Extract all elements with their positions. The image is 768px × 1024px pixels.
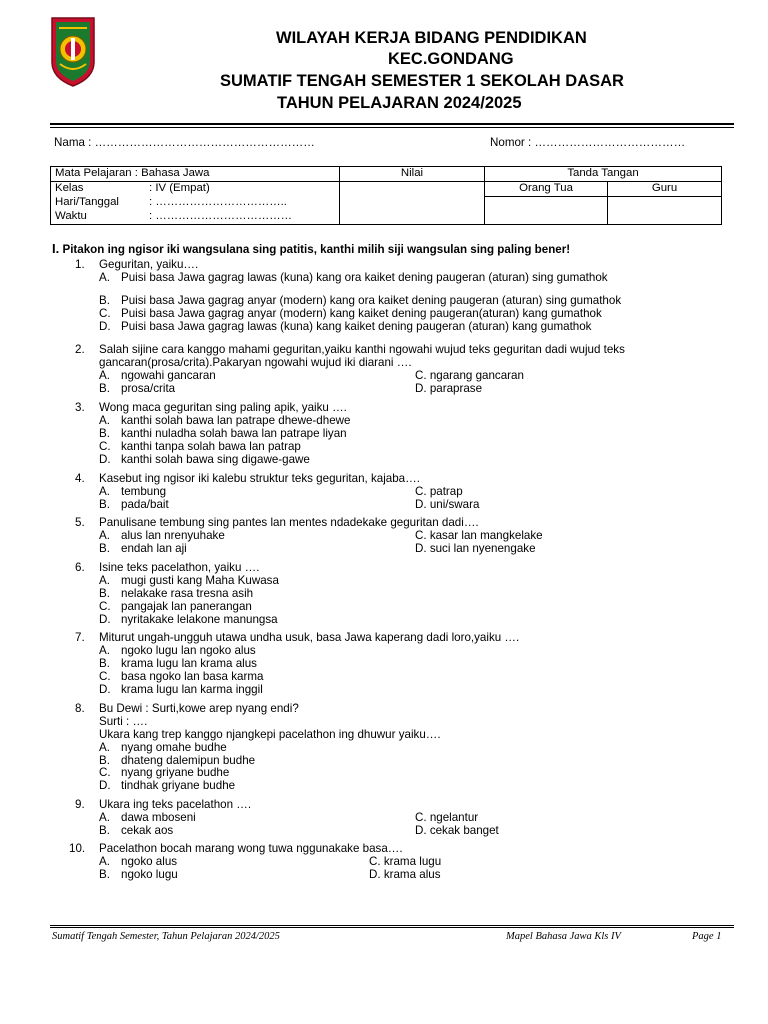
regency-emblem-logo bbox=[50, 16, 96, 88]
question-line bbox=[75, 703, 735, 716]
header-line-1: WILAYAH KERJA BIDANG PENDIDIKAN bbox=[276, 29, 587, 47]
option-letter: A. bbox=[99, 854, 110, 868]
header-line-3: SUMATIF TENGAH SEMESTER 1 SEKOLAH DASAR bbox=[220, 72, 624, 90]
question-line bbox=[75, 716, 735, 729]
question-text: Wong maca geguritan sing paling apik, yaiku …. bbox=[99, 401, 347, 414]
question-3 bbox=[75, 402, 735, 466]
question-text: Ukara kang trep kanggo njangkepi pacelathon ing dhuwur yaiku…. bbox=[99, 727, 441, 741]
question-number: 1. bbox=[75, 258, 85, 271]
option-row bbox=[75, 415, 735, 428]
question-9 bbox=[75, 799, 735, 838]
orang-tua-header: Orang Tua bbox=[485, 182, 608, 197]
option-letter: A. bbox=[99, 270, 110, 284]
option-text: Puisi basa Jawa gagrag anyar (modern) kang kaiket dening paugeran(aturan) kang gumathok bbox=[121, 306, 602, 320]
question-text: Bu Dewi : Surti,kowe arep nyang endi? bbox=[99, 702, 299, 715]
option-text-right: D. paraprase bbox=[415, 381, 483, 395]
option-row bbox=[75, 428, 735, 441]
option-row bbox=[75, 780, 735, 793]
option-text: nelakake rasa tresna asih bbox=[121, 586, 254, 600]
option-row bbox=[75, 742, 735, 755]
option-row bbox=[75, 321, 735, 334]
option-text-right: C. ngelantur bbox=[415, 810, 479, 824]
question-number: 7. bbox=[75, 631, 85, 644]
question-5 bbox=[75, 517, 735, 556]
option-text-right: D. uni/swara bbox=[415, 497, 480, 511]
option-row bbox=[75, 588, 735, 601]
option-text-right: C. kasar lan mangkelake bbox=[415, 528, 543, 542]
option-text: ngoko lugu bbox=[121, 867, 178, 881]
header-rule-thick bbox=[50, 123, 734, 125]
option-letter: A. bbox=[99, 528, 110, 542]
mapel-cell: Mata Pelajaran : Bahasa Jawa bbox=[51, 167, 340, 182]
question-10 bbox=[69, 842, 735, 882]
waktu-value: : ……………………………… bbox=[149, 210, 293, 222]
question-text: Pacelathon bocah marang wong tuwa nggunakake basa…. bbox=[99, 842, 403, 855]
option-row bbox=[75, 856, 735, 869]
option-row bbox=[75, 614, 735, 627]
question-line bbox=[75, 562, 735, 575]
option-row bbox=[75, 645, 735, 658]
header-line-4: TAHUN PELAJARAN 2024/2025 bbox=[277, 94, 522, 112]
class-info-cell bbox=[51, 182, 340, 225]
option-text-right: D. krama alus bbox=[369, 867, 441, 881]
footer-left: Sumatif Tengah Semester, Tahun Pelajaran 2024/2025 bbox=[52, 931, 280, 942]
question-line bbox=[75, 517, 735, 530]
option-text: Puisi basa Jawa gagrag lawas (kuna) kang kaiket dening paugeran (aturan) kang gumathok bbox=[121, 319, 592, 333]
option-text: pada/bait bbox=[121, 497, 169, 511]
option-letter: B. bbox=[99, 753, 110, 767]
option-letter: B. bbox=[99, 541, 110, 555]
option-letter: A. bbox=[99, 413, 110, 427]
option-row bbox=[75, 530, 735, 543]
option-row bbox=[75, 869, 735, 882]
option-letter: B. bbox=[99, 823, 110, 837]
option-letter: D. bbox=[99, 612, 111, 626]
option-text: prosa/crita bbox=[121, 381, 176, 395]
option-letter: B. bbox=[99, 656, 110, 670]
option-row bbox=[75, 671, 735, 684]
option-text: endah lan aji bbox=[121, 541, 187, 555]
question-line bbox=[75, 632, 735, 645]
option-row bbox=[75, 658, 735, 671]
question-line bbox=[75, 799, 735, 812]
option-text: tindhak griyane budhe bbox=[121, 779, 236, 793]
question-number: 8. bbox=[75, 702, 85, 715]
question-number: 3. bbox=[75, 401, 85, 414]
option-letter: C. bbox=[99, 599, 111, 613]
option-text: kanthi solah bawa lan patrape dhewe-dhewe bbox=[121, 413, 351, 427]
question-text: Ukara ing teks pacelathon …. bbox=[99, 798, 252, 811]
option-row bbox=[75, 575, 735, 588]
question-line bbox=[75, 729, 735, 742]
option-row bbox=[75, 499, 735, 512]
question-line bbox=[75, 344, 735, 357]
option-text: kanthi nuladha solah bawa lan patrape liyan bbox=[121, 426, 347, 440]
question-text: Geguritan, yaiku…. bbox=[99, 258, 199, 271]
option-letter: C. bbox=[99, 439, 111, 453]
option-text-right: D. cekak banget bbox=[415, 823, 499, 837]
question-text: gancaran(prosa/crita).Pakaryan ngowahi wujud iki diarani …. bbox=[99, 355, 412, 369]
option-text-right: C. patrap bbox=[415, 484, 463, 498]
kelas-label: Kelas bbox=[55, 182, 84, 194]
section-text: Pitakon ing ngisor iki wangsulana sing patitis, kanthi milih siji wangsulan sing paling bener! bbox=[62, 243, 571, 256]
option-row bbox=[75, 441, 735, 454]
header-line-2: KEC.GONDANG bbox=[388, 50, 514, 68]
option-text: ngowahi gancaran bbox=[121, 368, 216, 382]
option-letter: A. bbox=[99, 484, 110, 498]
section-instruction bbox=[52, 242, 570, 256]
option-text: pangajak lan panerangan bbox=[121, 599, 252, 613]
hari-value: : …………………………….. bbox=[149, 196, 287, 208]
question-text: Panulisane tembung sing pantes lan mentes ndadekake geguritan dadi…. bbox=[99, 516, 479, 529]
option-text: ngoko alus bbox=[121, 854, 178, 868]
question-number: 5. bbox=[75, 516, 85, 529]
option-text: Puisi basa Jawa gagrag anyar (modern) kang ora kaiket dening paugeran (aturan) sing gumathok bbox=[121, 293, 622, 307]
option-text: tembung bbox=[121, 484, 167, 498]
waktu-label: Waktu bbox=[55, 210, 87, 222]
header-rule-thin bbox=[50, 127, 734, 128]
question-text: Salah sijine cara kanggo mahami geguritan,yaiku kanthi ngowahi wujud teks geguritan dadi wujud teks bbox=[99, 343, 625, 356]
guru-signature bbox=[608, 197, 722, 225]
question-text: Surti : …. bbox=[99, 714, 148, 728]
option-letter: B. bbox=[99, 426, 110, 440]
question-number: 4. bbox=[75, 472, 85, 485]
question-8 bbox=[75, 703, 735, 793]
question-1 bbox=[75, 259, 735, 333]
option-row bbox=[75, 812, 735, 825]
tanda-tangan-header: Tanda Tangan bbox=[485, 167, 722, 182]
footer-rule-2 bbox=[50, 927, 734, 928]
option-text-right: D. suci lan nyenengake bbox=[415, 541, 536, 555]
option-letter: B. bbox=[99, 586, 110, 600]
option-text: nyritakake lelakone manungsa bbox=[121, 612, 278, 626]
question-line bbox=[69, 842, 735, 856]
question-number: 9. bbox=[75, 798, 85, 811]
option-row bbox=[75, 370, 735, 383]
question-number: 2. bbox=[75, 343, 85, 356]
question-6 bbox=[75, 562, 735, 626]
option-row bbox=[75, 295, 735, 308]
option-letter: C. bbox=[99, 669, 111, 683]
option-letter: A. bbox=[99, 643, 110, 657]
option-text: nyang griyane budhe bbox=[121, 766, 230, 780]
option-row bbox=[75, 308, 735, 321]
nilai-header: Nilai bbox=[340, 167, 485, 182]
option-text: mugi gusti kang Maha Kuwasa bbox=[121, 573, 279, 587]
question-text: Miturut ungah-ungguh utawa undha usuk, basa Jawa kaperang dadi loro,yaiku …. bbox=[99, 631, 520, 644]
option-letter: A. bbox=[99, 368, 110, 382]
option-row bbox=[75, 825, 735, 838]
question-4 bbox=[75, 473, 735, 512]
orang-tua-signature bbox=[485, 197, 608, 225]
question-number: 10. bbox=[69, 842, 86, 855]
footer-page: Page 1 bbox=[692, 931, 722, 942]
question-number: 6. bbox=[75, 561, 85, 574]
option-letter: A. bbox=[99, 810, 110, 824]
option-row bbox=[75, 383, 735, 396]
section-roman: I. bbox=[52, 241, 60, 256]
option-letter: D. bbox=[99, 452, 111, 466]
option-letter: C. bbox=[99, 306, 111, 320]
question-line bbox=[75, 473, 735, 486]
option-row bbox=[75, 454, 735, 467]
option-letter: A. bbox=[99, 573, 110, 587]
option-row bbox=[75, 543, 735, 556]
option-text: krama lugu lan karma inggil bbox=[121, 682, 263, 696]
option-text: basa ngoko lan basa karma bbox=[121, 669, 264, 683]
question-2 bbox=[75, 344, 735, 396]
question-line bbox=[75, 402, 735, 415]
option-letter: B. bbox=[99, 381, 110, 395]
option-letter: C. bbox=[99, 766, 111, 780]
option-text-right: C. krama lugu bbox=[369, 854, 442, 868]
nama-field: Nama : ………………………………………………… bbox=[54, 136, 315, 149]
option-letter: D. bbox=[99, 682, 111, 696]
option-letter: A. bbox=[99, 740, 110, 754]
option-text: dhateng dalemipun budhe bbox=[121, 753, 256, 767]
option-text: nyang omahe budhe bbox=[121, 740, 227, 754]
option-letter: D. bbox=[99, 779, 111, 793]
option-letter: B. bbox=[99, 293, 110, 307]
question-text: Isine teks pacelathon, yaiku …. bbox=[99, 561, 260, 574]
option-letter: D. bbox=[99, 319, 111, 333]
option-letter: B. bbox=[99, 497, 110, 511]
option-text: kanthi solah bawa sing digawe-gawe bbox=[121, 452, 310, 466]
option-row bbox=[75, 684, 735, 697]
question-text: Kasebut ing ngisor iki kalebu struktur teks geguritan, kajaba…. bbox=[99, 472, 420, 485]
option-row bbox=[75, 486, 735, 499]
option-text: alus lan nrenyuhake bbox=[121, 528, 225, 542]
option-text: krama lugu lan krama alus bbox=[121, 656, 257, 670]
nomor-field: Nomor : ………………………………… bbox=[490, 136, 686, 149]
footer-mid: Mapel Bahasa Jawa Kls IV bbox=[506, 931, 621, 942]
option-text: Puisi basa Jawa gagrag lawas (kuna) kang ora kaiket dening paugeran (aturan) sing gumathok bbox=[121, 270, 608, 284]
question-7 bbox=[75, 632, 735, 696]
option-text: kanthi tanpa solah bawa lan patrap bbox=[121, 439, 301, 453]
info-table bbox=[50, 166, 722, 225]
footer-rule bbox=[50, 925, 734, 926]
question-line bbox=[75, 357, 735, 370]
option-text: dawa mboseni bbox=[121, 810, 196, 824]
option-row bbox=[75, 601, 735, 614]
option-text-right: C. ngarang gancaran bbox=[415, 368, 524, 382]
question-line bbox=[75, 259, 735, 272]
kelas-value: : IV (Empat) bbox=[149, 182, 210, 194]
option-text: cekak aos bbox=[121, 823, 174, 837]
hari-label: Hari/Tanggal bbox=[55, 196, 119, 208]
option-text: ngoko lugu lan ngoko alus bbox=[121, 643, 256, 657]
guru-header: Guru bbox=[608, 182, 722, 197]
nilai-box bbox=[340, 182, 485, 225]
option-letter: B. bbox=[99, 867, 110, 881]
option-row bbox=[75, 272, 735, 285]
